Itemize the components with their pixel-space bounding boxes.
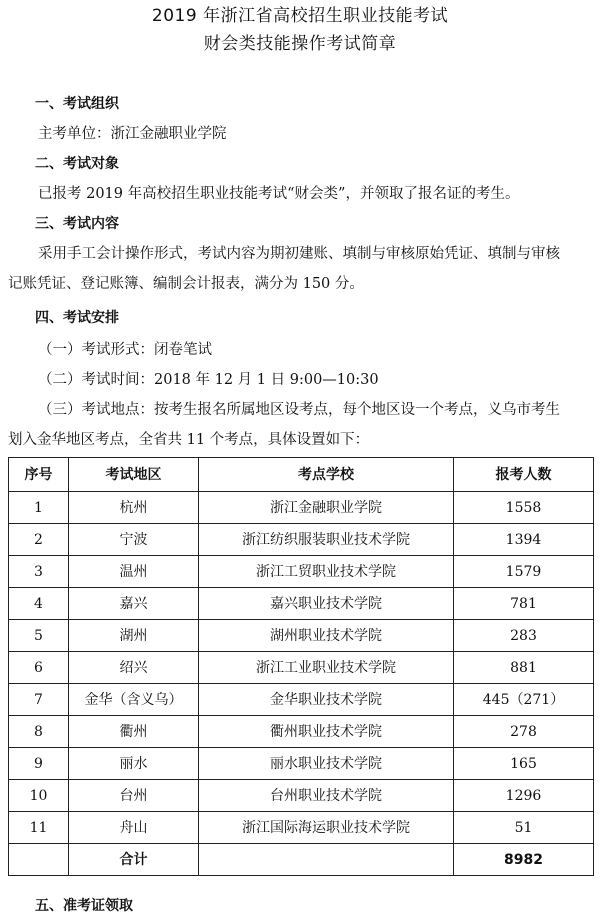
table-row: [9, 684, 594, 716]
content-text-line1: 采用手工会计操作形式，考试内容为期初建账、填制与审核原始凭证、填制与审核: [38, 246, 560, 262]
row-index: 5: [9, 620, 69, 652]
row-index: 3: [9, 556, 69, 588]
header-count: 报考人数: [454, 458, 594, 492]
section-heading-content: 三、考试内容: [35, 216, 119, 232]
row-count: 278: [454, 716, 594, 748]
table-row: [9, 812, 594, 844]
section-heading-admission-ticket: 五、准考证领取: [35, 898, 133, 914]
table-row: [9, 588, 594, 620]
row-count: 445（271）: [454, 684, 594, 716]
row-school: 浙江国际海运职业技术学院: [199, 812, 454, 844]
row-count: 881: [454, 652, 594, 684]
row-region: 绍兴: [69, 652, 199, 684]
row-school: 台州职业技术学院: [199, 780, 454, 812]
row-school: 衢州职业技术学院: [199, 716, 454, 748]
row-count: 283: [454, 620, 594, 652]
table-row: [9, 780, 594, 812]
row-region: 衢州: [69, 716, 199, 748]
table-row: [9, 492, 594, 524]
row-region: 宁波: [69, 524, 199, 556]
row-index: 2: [9, 524, 69, 556]
header-index: 序号: [9, 458, 69, 492]
row-count: 51: [454, 812, 594, 844]
candidates-text: 已报考 2019 年高校招生职业技能考试“财会类”，并领取了报名证的考生。: [38, 186, 520, 202]
row-region: 湖州: [69, 620, 199, 652]
row-school: 浙江工业职业技术学院: [199, 652, 454, 684]
row-school: 嘉兴职业技术学院: [199, 588, 454, 620]
row-region: 金华（含义乌）: [69, 684, 199, 716]
row-index: 4: [9, 588, 69, 620]
section-heading-candidates: 二、考试对象: [35, 156, 119, 172]
row-index: 6: [9, 652, 69, 684]
row-school: 金华职业技术学院: [199, 684, 454, 716]
table-row: [9, 716, 594, 748]
arrangement-time: （二）考试时间：2018 年 12 月 1 日 9:00—10:30: [38, 372, 379, 388]
exam-site-table: [8, 457, 594, 876]
section-heading-arrangement: 四、考试安排: [35, 310, 119, 326]
table-row: [9, 748, 594, 780]
arrangement-location-line1: （三）考试地点：按考生报名所属地区设考点，每个地区设一个考点，义乌市考生: [38, 402, 560, 418]
table-row: [9, 620, 594, 652]
organization-text: 主考单位：浙江金融职业学院: [38, 126, 227, 142]
row-index: 11: [9, 812, 69, 844]
content-text-line2: 记账凭证、登记账簿、编制会计报表，满分为 150 分。: [8, 276, 364, 292]
row-index: 9: [9, 748, 69, 780]
table-row: [9, 652, 594, 684]
row-region: 嘉兴: [69, 588, 199, 620]
total-value: 8982: [454, 844, 594, 876]
row-school: 丽水职业技术学院: [199, 748, 454, 780]
row-count: 165: [454, 748, 594, 780]
arrangement-form: （一）考试形式：闭卷笔试: [38, 342, 212, 358]
section-heading-organization: 一、考试组织: [35, 96, 119, 112]
row-school: 浙江工贸职业技术学院: [199, 556, 454, 588]
total-empty-cell: [199, 844, 454, 876]
row-school: 浙江金融职业学院: [199, 492, 454, 524]
doc-title-line2: 财会类技能操作考试简章: [203, 34, 397, 54]
total-empty-cell: [9, 844, 69, 876]
row-region: 杭州: [69, 492, 199, 524]
arrangement-location-line2: 划入金华地区考点，全省共 11 个考点，具体设置如下：: [8, 432, 370, 448]
row-school: 湖州职业技术学院: [199, 620, 454, 652]
header-region: 考试地区: [69, 458, 199, 492]
row-count: 1296: [454, 780, 594, 812]
row-region: 丽水: [69, 748, 199, 780]
doc-title-line1: 2019 年浙江省高校招生职业技能考试: [151, 6, 449, 26]
row-region: 温州: [69, 556, 199, 588]
row-region: 舟山: [69, 812, 199, 844]
table-row: [9, 524, 594, 556]
table-row: [9, 556, 594, 588]
table-total-row: [9, 844, 594, 876]
row-count: 781: [454, 588, 594, 620]
header-school: 考点学校: [199, 458, 454, 492]
table-header-row: [9, 458, 594, 492]
total-label: 合计: [69, 844, 199, 876]
row-region: 台州: [69, 780, 199, 812]
row-count: 1558: [454, 492, 594, 524]
row-index: 7: [9, 684, 69, 716]
row-count: 1394: [454, 524, 594, 556]
row-index: 1: [9, 492, 69, 524]
row-index: 10: [9, 780, 69, 812]
row-index: 8: [9, 716, 69, 748]
row-school: 浙江纺织服装职业技术学院: [199, 524, 454, 556]
row-count: 1579: [454, 556, 594, 588]
